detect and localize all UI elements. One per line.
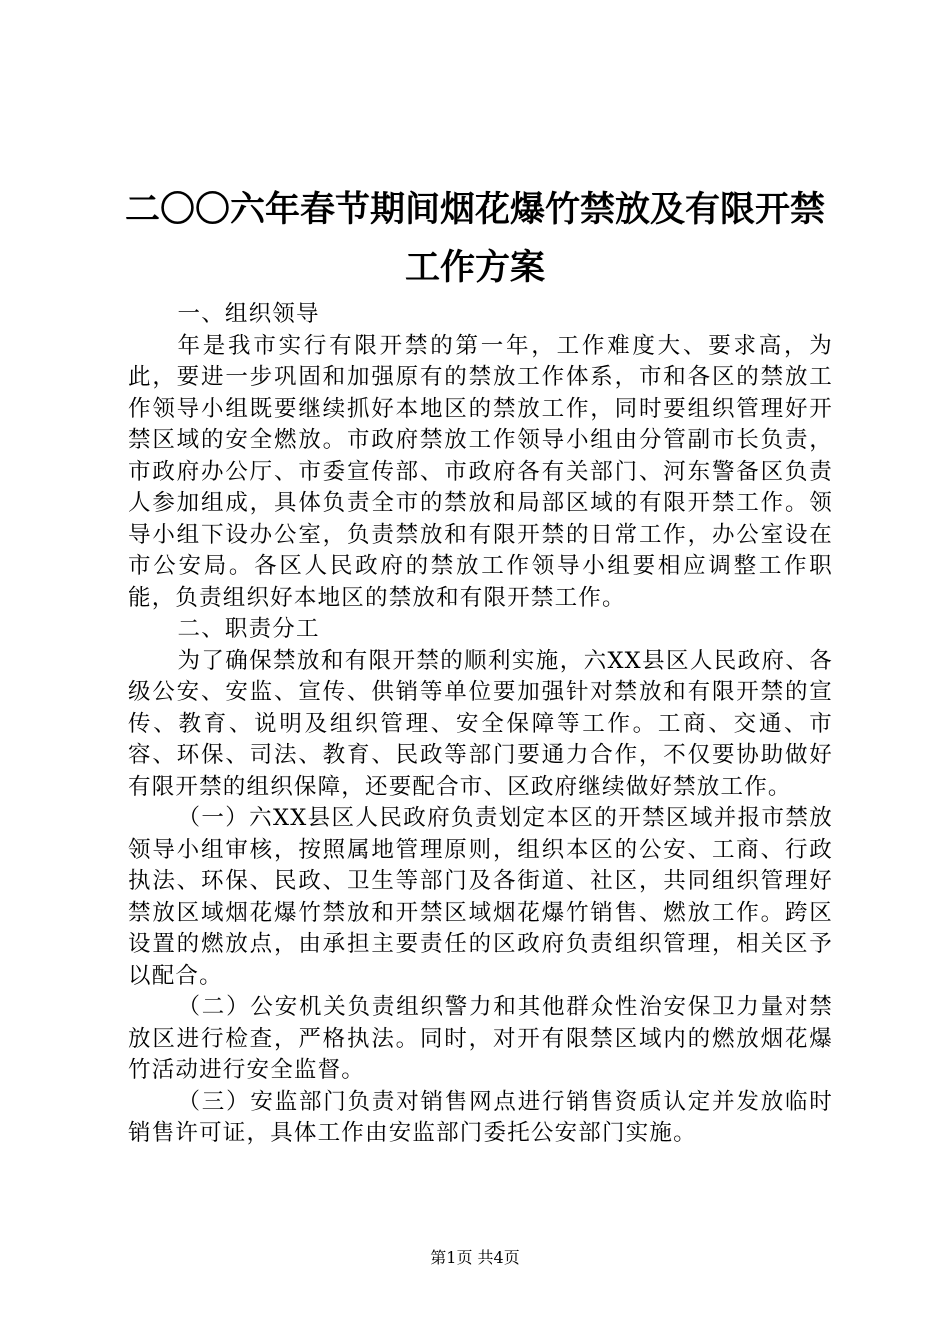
document-body <box>128 299 833 1150</box>
paragraph: （二）公安机关负责组织警力和其他群众性治安保卫力量对禁放区进行检查，严格执法。同时，对开有限禁区域内的燃放烟花爆竹活动进行安全监督。 <box>128 994 833 1083</box>
paragraph: （三）安监部门负责对销售网点进行销售资质认定并发放临时销售许可证，具体工作由安监部门委托公安部门实施。 <box>128 1088 833 1146</box>
document-title-line-2: 工作方案 <box>404 247 545 288</box>
page-footer: 第1页 共4页 <box>430 1248 520 1267</box>
paragraph: 年是我市实行有限开禁的第一年，工作难度大、要求高，为此，要进一步巩固和加强原有的禁放工作体系，市和各区的禁放工作领导小组既要继续抓好本地区的禁放工作，同时要组织管理好开禁区域的安全燃放。市政府禁放工作领导小组由分管副市长负责，市政府办公厅、市委宣传部、市政府各有关部门、河东警备区负责人参加组成，具体负责全市的禁放和局部区域的有限开禁工作。领导小组下设办公室，负责禁放和有限开禁的日常工作，办公室设在市公安局。各区人民政府的禁放工作领导小组要相应调整工作职能，负责组织好本地区的禁放和有限开禁工作。 <box>128 332 833 611</box>
section-heading: 二、职责分工 <box>177 616 320 642</box>
paragraph: （一）六XX县区人民政府负责划定本区的开禁区域并报市禁放领导小组审核，按照属地管理原则，组织本区的公安、工商、行政执法、环保、民政、卫生等部门及各街道、社区，共同组织管理好禁放区域烟花爆竹禁放和开禁区域烟花爆竹销售、燃放工作。跨区设置的燃放点，由承担主要责任的区政府负责组织管理，相关区予以配合。 <box>128 805 833 989</box>
section-heading: 一、组织领导 <box>177 301 320 327</box>
document-title-line-1: 二〇〇六年春节期间烟花爆竹禁放及有限开禁 <box>124 189 825 230</box>
paragraph: 为了确保禁放和有限开禁的顺利实施，六XX县区人民政府、各级公安、安监、宣传、供销等单位要加强针对禁放和有限开禁的宣传、教育、说明及组织管理、安全保障等工作。工商、交通、市容、环保、司法、教育、民政等部门要通力合作，不仅要协助做好有限开禁的组织保障，还要配合市、区政府继续做好禁放工作。 <box>128 647 833 800</box>
